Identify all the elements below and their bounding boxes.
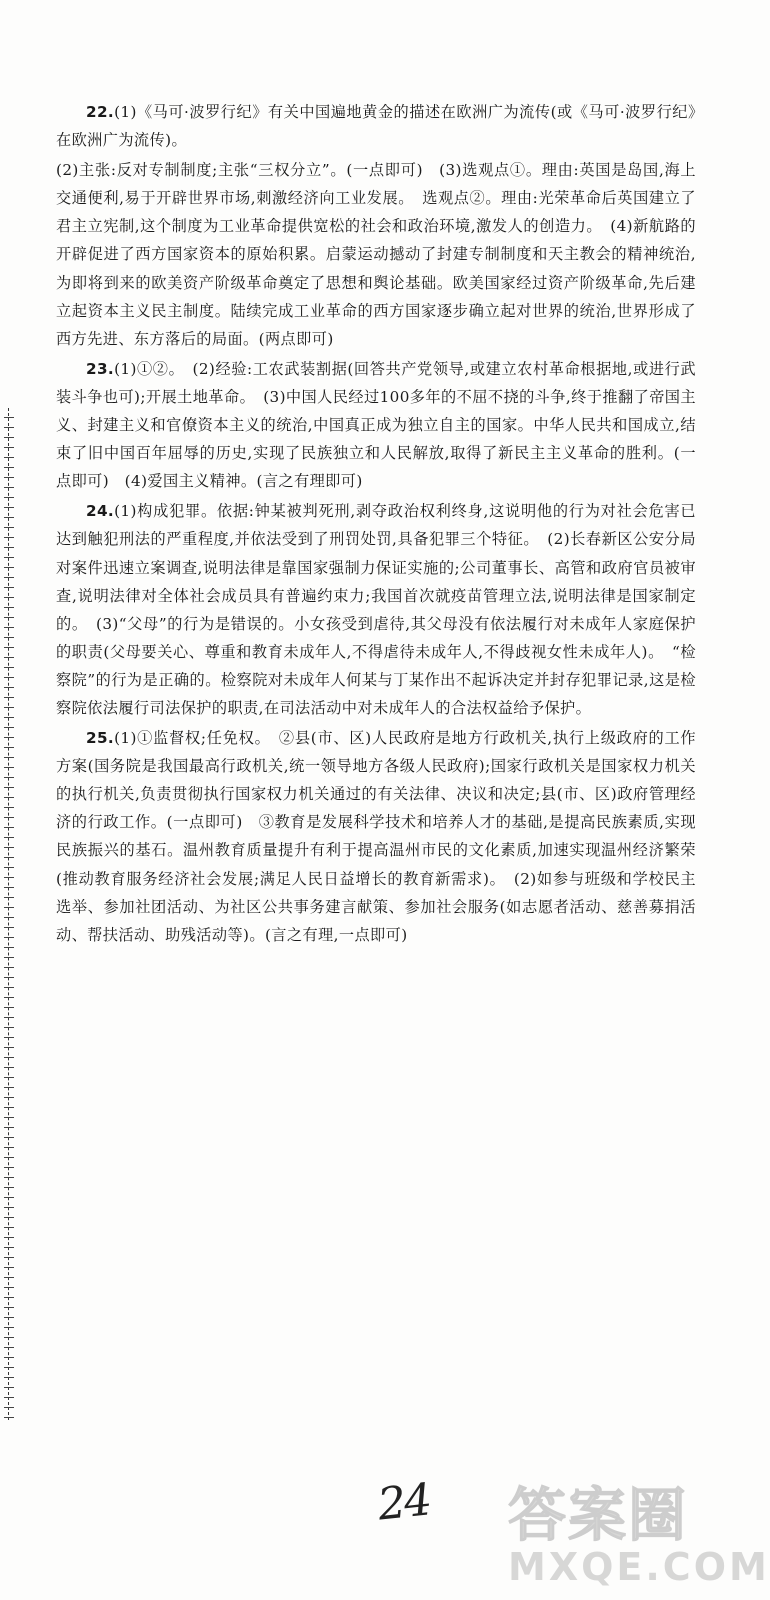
binding-ticks — [4, 408, 14, 1420]
answer-24 — [56, 497, 696, 722]
binding-line — [4, 408, 14, 1420]
answer-text: (2)主张:反对专制制度;主张“三权分立”。(一点即可) (3)选观点①。理由:英国是岛国,海上交通便利,易于开辟世界市场,刺激经济向工业发展。 选观点②。理由:光荣革命后英国建立了君主立宪制,这个制度为工业革命提供宽松的社会和政治环境,激发人的创造力。 (4)新航路的开辟促进了西方国家资本的原始积累。启蒙运动撼动了封建专制制度和天主教会的精神统治,为即将到来的欧美资产阶级革命奠定了思想和舆论基础。欧美国家经过资产阶级革命,先后建立起资本主义民主制度。陆续完成工业革命的西方国家逐步确立起对世界的统治,世界形成了西方先进、东方落后的局面。(两点即可) — [56, 161, 696, 348]
watermark-url: MXQE.COM — [508, 1545, 770, 1589]
answer-content — [56, 98, 696, 949]
question-number: 25. — [86, 729, 115, 748]
answer-23 — [56, 355, 696, 495]
question-number: 23. — [86, 359, 115, 378]
answer-text: (1)构成犯罪。依据:钟某被判死刑,剥夺政治权利终身,这说明他的行为对社会危害已达到触犯刑法的严重程度,并依法受到了刑罚处罚,具备犯罪三个特征。 (2)长春新区公安分局对案件迅速立案调查,说明法律是靠国家强制力保证实施的;公司董事长、高管和政府官员被审查,说明法律对全体社会成员具有普遍约束力;我国首次就疫苗管理立法,说明法律是国家制定的。 (3)“父母”的行为是错误的。小女孩受到虐待,其父母没有依法履行对未成年人家庭保护的职责(父母要关心、尊重和教育未成年人,不得虐待未成年人,不得歧视女性未成年人)。 “检察院”的行为是正确的。检察院对未成年人何某与丁某作出不起诉决定并封存犯罪记录,这是检察院依法履行司法保护的职责,在司法活动中对未成年人的合法权益给予保护。 — [56, 502, 696, 717]
watermark-chars: 答案圈 — [508, 1481, 689, 1549]
answer-22-part2 — [56, 156, 696, 353]
answer-22-part1 — [56, 98, 696, 154]
watermark-logo — [508, 1481, 770, 1597]
answer-25 — [56, 724, 696, 949]
answer-text: (1)《马可·波罗行纪》有关中国遍地黄金的描述在欧洲广为流传(或《马可·波罗行纪》在欧洲广为流传)。 — [56, 103, 696, 150]
answer-text: (1)①监督权;任免权。 ②县(市、区)人民政府是地方行政机关,执行上级政府的工作方案(国务院是我国最高行政机关,统一领导地方各级人民政府);国家行政机关是国家权力机关的执行机关,负责贯彻执行国家权力机关通过的有关法律、决议和决定;县(市、区)政府管理经济的行政工作。(一点即可) ③教育是发展科学技术和培养人才的基础,是提高民族素质,实现民族振兴的基石。温州教育质量提升有利于提高温州市民的文化素质,加速实现温州经济繁荣(推动教育服务经济社会发展;满足人民日益增长的教育新需求)。 (2)如参与班级和学校民主选举、参加社团活动、为社区公共事务建言献策、参加社会服务(如志愿者活动、慈善募捐活动、帮扶活动、助残活动等)。(言之有理,一点即可) — [56, 729, 696, 944]
question-number: 22. — [86, 103, 115, 121]
question-number: 24. — [86, 502, 115, 521]
page-number: 24 — [375, 1474, 433, 1531]
answer-text: (1)①②。 (2)经验:工农武装割据(回答共产党领导,或建立农村革命根据地,或进行武装斗争也可);开展土地革命。 (3)中国人民经过100多年的不屈不挠的斗争,终于推翻了帝国主义、封建主义和官僚资本主义的统治,中国真正成为独立自主的国家。中华人民共和国成立,结束了旧中国百年屈辱的历史,实现了民族独立和人民解放,取得了新民主主义革命的胜利。(一点即可) (4)爱国主义精神。(言之有理即可) — [56, 359, 696, 491]
